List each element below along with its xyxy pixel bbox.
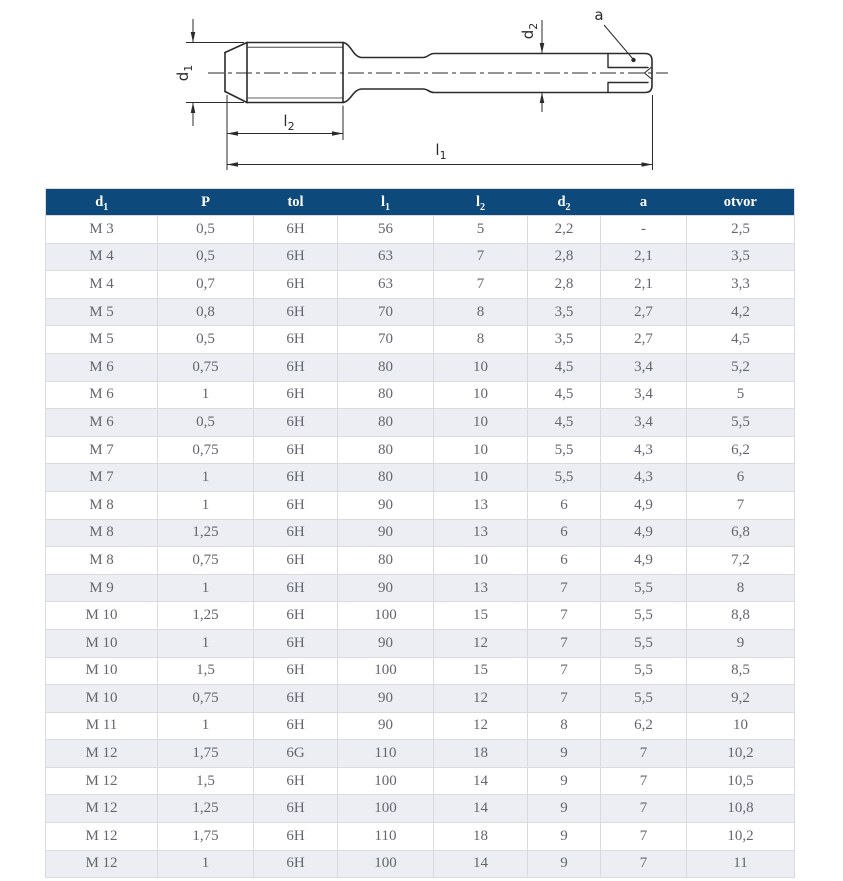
table-cell: 0,5 [158,243,254,271]
tap-diagram-svg [0,0,843,188]
column-header-label: otvor [723,193,757,210]
column-header-label: P [201,193,210,210]
column-header [601,189,687,216]
table-cell: 6,2 [601,712,687,740]
table-cell: 18 [434,823,528,851]
table-cell: 4,5 [528,381,601,409]
table-cell: 4,9 [601,519,687,547]
table-cell: M 7 [46,464,158,492]
table-cell: M 3 [46,216,158,244]
table-cell: 3,3 [687,271,795,299]
table-cell: M 12 [46,850,158,878]
table-cell: 9 [687,629,795,657]
table-cell: 5,5 [601,574,687,602]
table-row [46,409,795,437]
table-cell: 6H [254,712,338,740]
dim-label-l2: $l_2$ [283,112,295,133]
table-cell: 10,5 [687,767,795,795]
table-cell: 7 [687,491,795,519]
table-row [46,491,795,519]
table-cell: 7 [528,657,601,685]
table-cell: 6H [254,795,338,823]
table-cell: 6H [254,271,338,299]
table-cell: 100 [338,602,434,630]
table-cell: 90 [338,491,434,519]
table-cell: 5,2 [687,353,795,381]
table-cell: 5,5 [601,657,687,685]
table-row [46,712,795,740]
table-cell: M 10 [46,685,158,713]
table-cell: 4,9 [601,491,687,519]
table-cell: 0,8 [158,298,254,326]
table-cell: M 12 [46,795,158,823]
table-cell: M 5 [46,298,158,326]
table-cell: 6H [254,574,338,602]
table-cell: 1 [158,491,254,519]
spec-table-wrap [45,188,794,878]
table-cell: 6H [254,409,338,437]
table-cell: 10 [434,381,528,409]
table-cell: 10,8 [687,795,795,823]
table-cell: M 4 [46,271,158,299]
column-header-subscript: 1 [385,201,391,213]
tap-outline [225,43,652,103]
table-cell: 2,8 [528,243,601,271]
table-row [46,629,795,657]
table-cell: 6H [254,464,338,492]
table-cell: 5,5 [601,629,687,657]
table-cell: 2,5 [687,216,795,244]
table-cell: 7 [601,795,687,823]
table-cell: 70 [338,326,434,354]
table-cell: 80 [338,381,434,409]
table-cell: 1 [158,381,254,409]
table-cell: 6H [254,436,338,464]
table-cell: 4,5 [528,409,601,437]
table-cell: 6 [528,491,601,519]
table-cell: M 6 [46,409,158,437]
table-cell: 9 [528,740,601,768]
table-cell: 90 [338,574,434,602]
table-cell: 14 [434,795,528,823]
table-cell: 4,3 [601,464,687,492]
column-header [46,189,158,216]
table-cell: 90 [338,519,434,547]
table-cell: 6H [254,381,338,409]
table-cell: M 9 [46,574,158,602]
column-header-label: l [380,193,386,210]
table-cell: 100 [338,795,434,823]
table-cell: 0,75 [158,547,254,575]
table-row [46,657,795,685]
table-cell: 6H [254,353,338,381]
table-cell: 14 [434,850,528,878]
table-cell: 4,5 [687,326,795,354]
table-cell: 10 [434,464,528,492]
table-cell: 80 [338,409,434,437]
table-cell: 10 [434,436,528,464]
table-cell: 5 [687,381,795,409]
table-cell: 1 [158,712,254,740]
table-cell: 6H [254,216,338,244]
table-cell: 6H [254,519,338,547]
table-cell: M 12 [46,823,158,851]
table-row [46,271,795,299]
table-cell: 6H [254,298,338,326]
table-row [46,685,795,713]
table-cell: 1 [158,629,254,657]
table-cell: 80 [338,464,434,492]
table-cell: 6H [254,243,338,271]
table-cell: 1,25 [158,795,254,823]
table-cell: 2,8 [528,271,601,299]
table-cell: M 8 [46,547,158,575]
table-cell: 3,5 [528,326,601,354]
table-row [46,298,795,326]
column-header [528,189,601,216]
table-cell: 6H [254,657,338,685]
table-cell: 5,5 [687,409,795,437]
table-cell: 2,2 [528,216,601,244]
dim-label-d2: $d_2$ [519,22,540,40]
table-cell: 8 [687,574,795,602]
table-cell: 0,5 [158,409,254,437]
table-cell: 0,5 [158,326,254,354]
table-cell: 10 [434,409,528,437]
table-cell: M 10 [46,629,158,657]
dim-label-l1: $l_1$ [435,141,447,162]
column-header-subscript: 2 [565,201,571,213]
table-cell: 12 [434,712,528,740]
dim-label-a: a [594,6,604,24]
dim-label-d1: $d_1$ [174,64,195,82]
tap-technical-drawing [0,0,843,188]
table-cell: 4,3 [601,436,687,464]
tap-spec-table [45,188,795,878]
table-cell: M 11 [46,712,158,740]
table-cell: 7,2 [687,547,795,575]
table-cell: 3,5 [528,298,601,326]
table-cell: 0,5 [158,216,254,244]
table-cell: 8 [528,712,601,740]
table-cell: 13 [434,574,528,602]
table-cell: 6 [528,547,601,575]
table-cell: 63 [338,271,434,299]
table-cell: M 7 [46,436,158,464]
column-header-subscript: 2 [480,201,486,213]
table-cell: 2,1 [601,271,687,299]
table-cell: 6H [254,767,338,795]
table-head [46,189,795,216]
table-cell: 80 [338,547,434,575]
table-cell: 8,5 [687,657,795,685]
table-row [46,353,795,381]
table-cell: 7 [601,823,687,851]
table-row [46,823,795,851]
table-cell: 1,5 [158,767,254,795]
table-cell: M 5 [46,326,158,354]
table-cell: 0,7 [158,271,254,299]
column-header-label: tol [287,193,304,210]
table-cell: 56 [338,216,434,244]
table-cell: 3,5 [687,243,795,271]
table-row [46,464,795,492]
table-cell: M 4 [46,243,158,271]
table-cell: 2,1 [601,243,687,271]
table-cell: 7 [528,629,601,657]
table-cell: 1,75 [158,823,254,851]
table-row [46,243,795,271]
table-cell: 90 [338,685,434,713]
table-cell: 6H [254,629,338,657]
table-row [46,767,795,795]
table-cell: 80 [338,436,434,464]
table-row [46,574,795,602]
table-cell: 3,4 [601,409,687,437]
table-cell: M 6 [46,353,158,381]
table-cell: 8 [434,298,528,326]
table-cell: 1,75 [158,740,254,768]
table-row [46,326,795,354]
table-cell: 6 [528,519,601,547]
table-cell: 6H [254,602,338,630]
table-cell: 0,75 [158,685,254,713]
table-cell: 110 [338,823,434,851]
column-header-subscript: 1 [103,201,109,213]
table-cell: 5,5 [528,464,601,492]
table-cell: 9,2 [687,685,795,713]
table-cell: 10 [434,547,528,575]
table-cell: 100 [338,850,434,878]
table-cell: 15 [434,602,528,630]
table-cell: 9 [528,767,601,795]
column-header [158,189,254,216]
table-cell: 1,25 [158,602,254,630]
table-cell: 10,2 [687,740,795,768]
table-cell: 7 [601,740,687,768]
table-cell: 90 [338,712,434,740]
column-header-label: a [639,193,648,210]
table-cell: M 8 [46,491,158,519]
table-cell: 6,2 [687,436,795,464]
table-cell: 1 [158,464,254,492]
table-cell: 80 [338,353,434,381]
table-cell: 6H [254,685,338,713]
table-cell: 70 [338,298,434,326]
table-cell: 2,7 [601,298,687,326]
table-cell: 14 [434,767,528,795]
table-cell: 9 [528,795,601,823]
table-cell: 1,5 [158,657,254,685]
column-header-label: l [475,193,481,210]
table-cell: 12 [434,685,528,713]
table-cell: 7 [528,685,601,713]
column-header [338,189,434,216]
table-cell: M 8 [46,519,158,547]
table-cell: M 10 [46,657,158,685]
table-cell: 5,5 [601,685,687,713]
table-cell: 100 [338,767,434,795]
table-cell: 1 [158,850,254,878]
table-cell: 10 [434,353,528,381]
table-cell: 6G [254,740,338,768]
table-cell: 90 [338,629,434,657]
table-cell: 11 [687,850,795,878]
table-cell: - [601,216,687,244]
table-row [46,436,795,464]
table-cell: 1,25 [158,519,254,547]
table-cell: 9 [528,823,601,851]
table-cell: 6H [254,850,338,878]
table-cell: M 6 [46,381,158,409]
table-row [46,519,795,547]
table-cell: M 12 [46,767,158,795]
table-cell: 9 [528,850,601,878]
table-cell: 3,4 [601,353,687,381]
table-cell: 15 [434,657,528,685]
table-cell: M 12 [46,740,158,768]
table-cell: 110 [338,740,434,768]
table-row [46,795,795,823]
table-cell: 8 [434,326,528,354]
table-row [46,850,795,878]
column-header-label: d [557,193,566,210]
table-cell: 13 [434,491,528,519]
table-row [46,381,795,409]
table-cell: 6H [254,491,338,519]
column-header-label: d [95,193,104,210]
table-row [46,740,795,768]
table-cell: 7 [434,271,528,299]
table-cell: 1 [158,574,254,602]
table-cell: 4,5 [528,353,601,381]
table-cell: 2,7 [601,326,687,354]
table-row [46,547,795,575]
table-cell: 7 [528,574,601,602]
table-cell: 5 [434,216,528,244]
table-cell: 7 [601,850,687,878]
table-cell: 5,5 [601,602,687,630]
table-cell: 0,75 [158,436,254,464]
table-cell: 63 [338,243,434,271]
table-body [46,216,795,878]
table-cell: 5,5 [528,436,601,464]
table-cell: M 10 [46,602,158,630]
dimension-lines [186,19,653,170]
table-cell: 0,75 [158,353,254,381]
table-cell: 10 [687,712,795,740]
table-cell: 4,2 [687,298,795,326]
table-cell: 100 [338,657,434,685]
table-cell: 7 [434,243,528,271]
table-cell: 7 [528,602,601,630]
table-cell: 6 [687,464,795,492]
table-row [46,602,795,630]
table-cell: 6H [254,547,338,575]
column-header [687,189,795,216]
table-cell: 12 [434,629,528,657]
table-cell: 7 [601,767,687,795]
table-cell: 6,8 [687,519,795,547]
table-cell: 6H [254,326,338,354]
column-header [254,189,338,216]
table-cell: 3,4 [601,381,687,409]
table-header-row [46,189,795,216]
table-row [46,216,795,244]
table-cell: 10,2 [687,823,795,851]
table-cell: 6H [254,823,338,851]
table-cell: 8,8 [687,602,795,630]
column-header [434,189,528,216]
table-cell: 18 [434,740,528,768]
table-cell: 13 [434,519,528,547]
table-cell: 4,9 [601,547,687,575]
